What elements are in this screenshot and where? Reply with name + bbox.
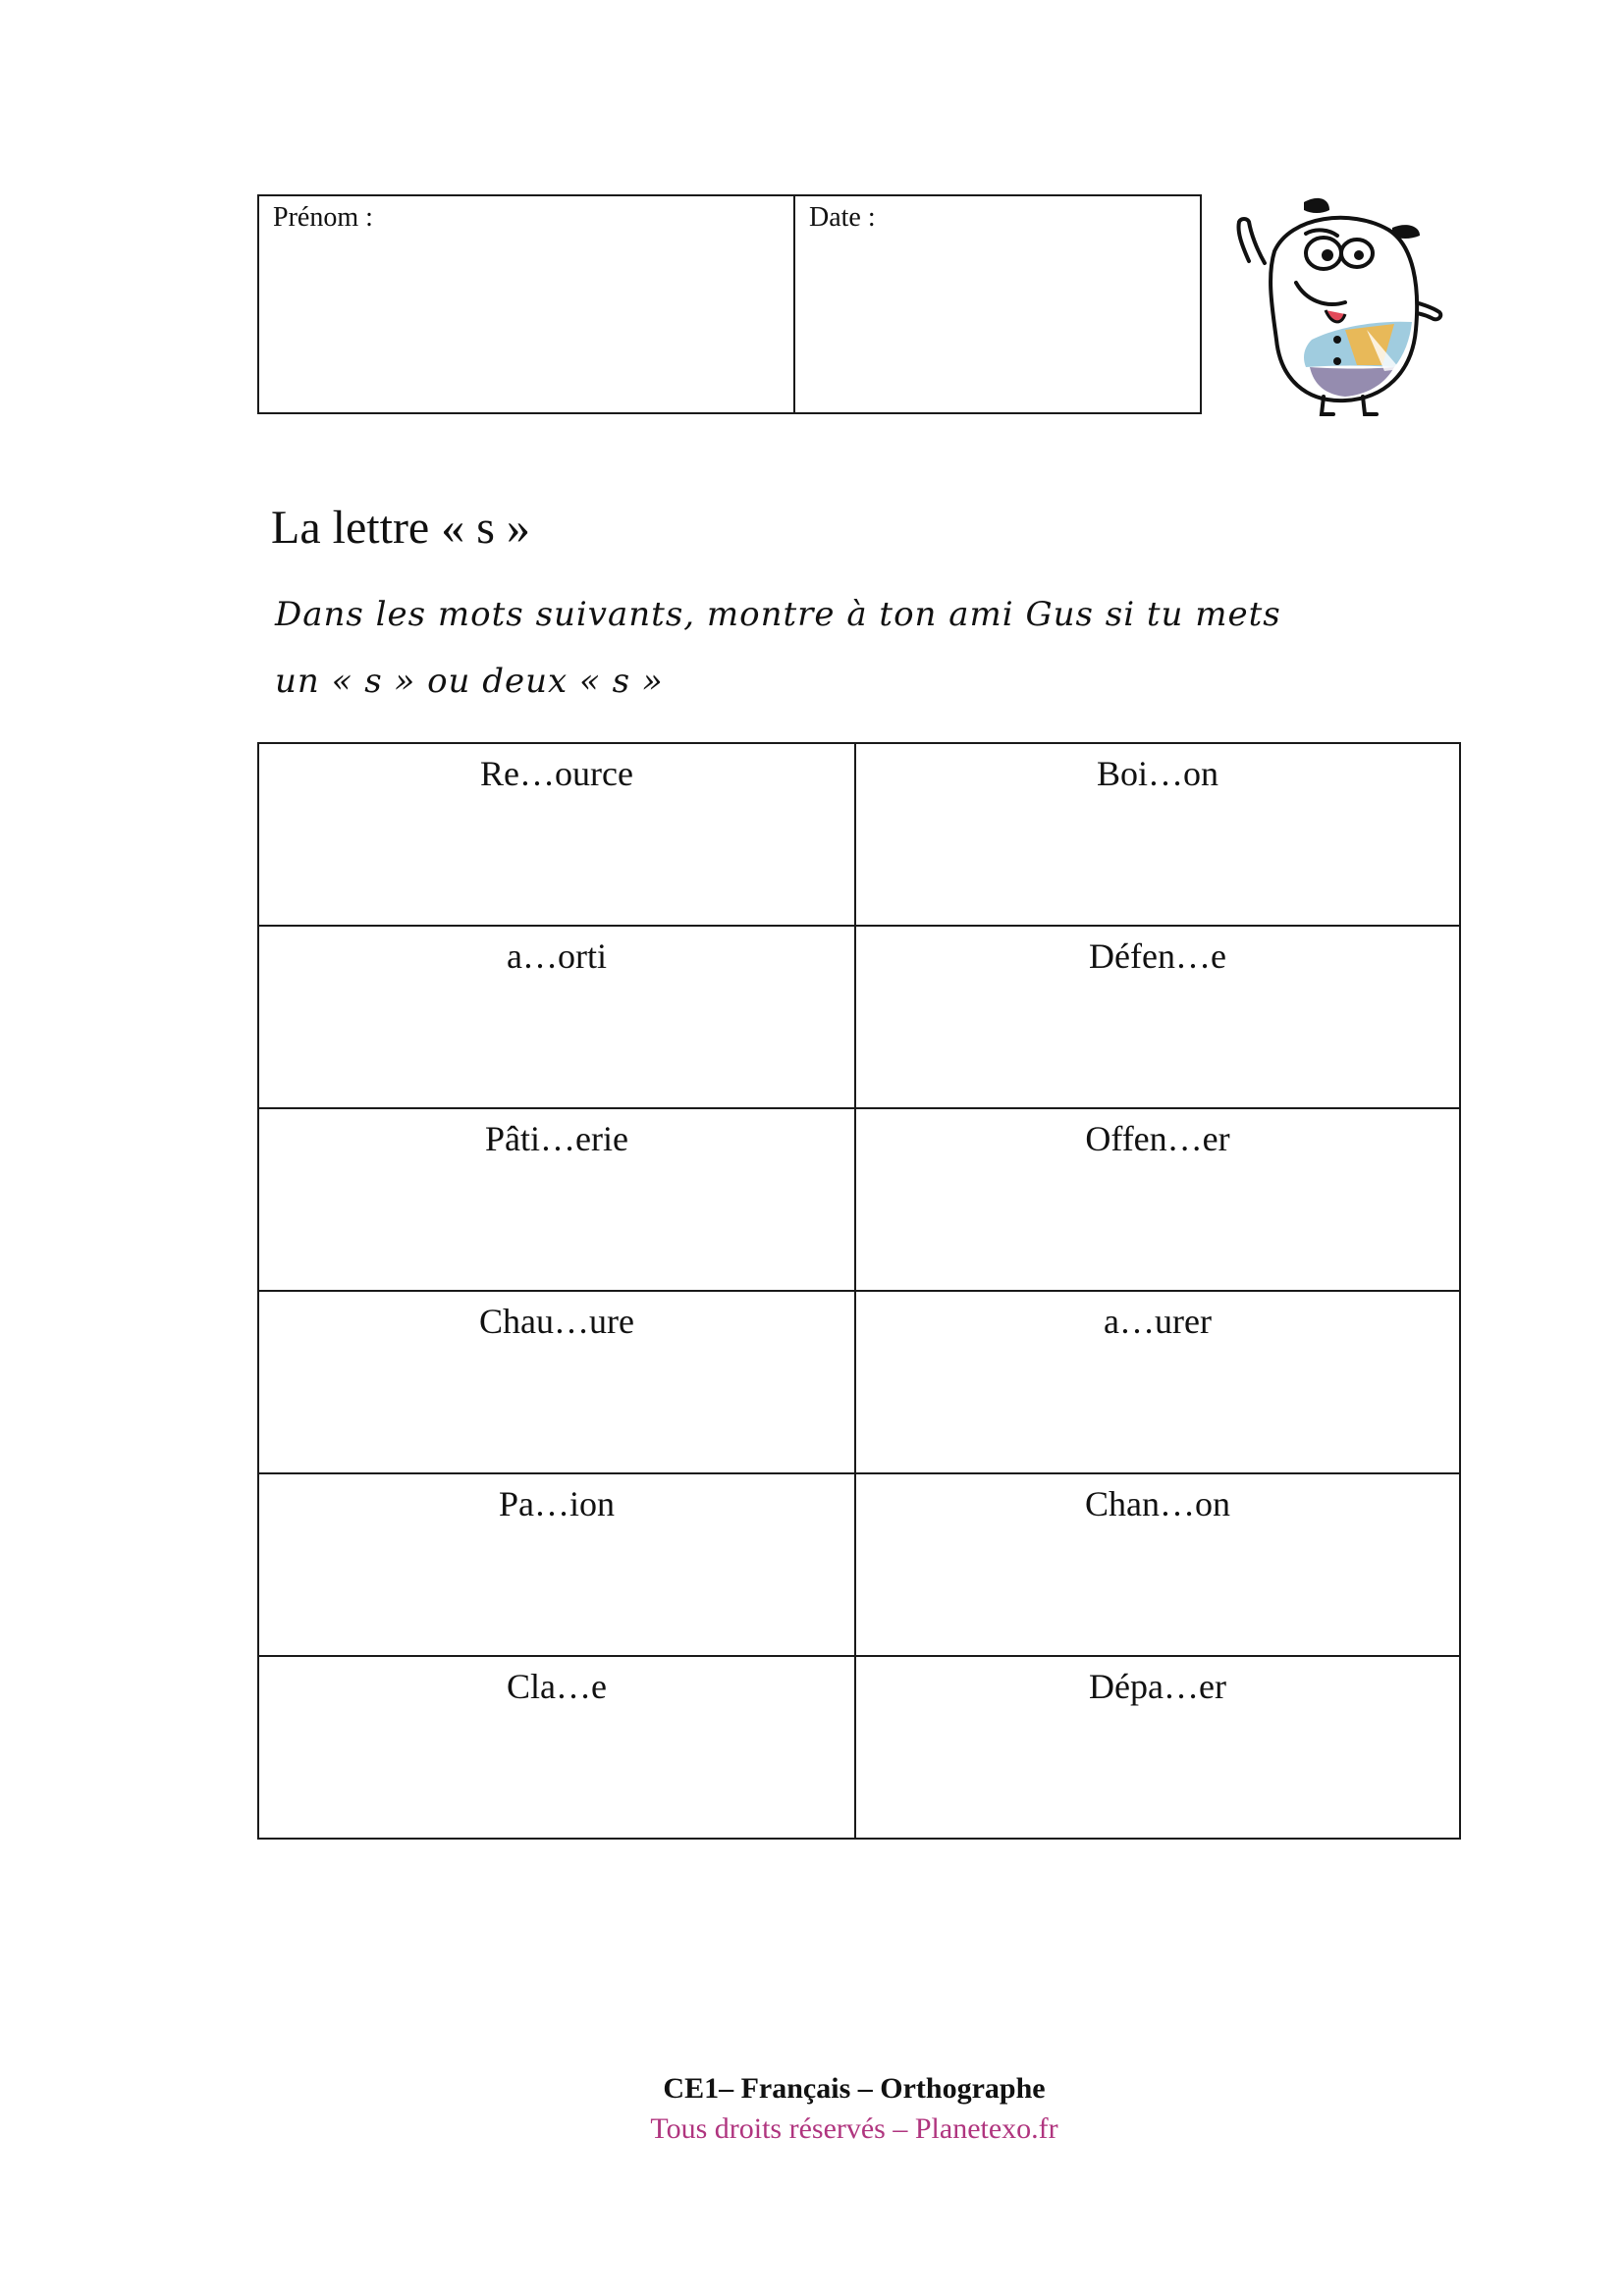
word-cell[interactable]: Chan…on <box>855 1473 1460 1656</box>
sheep-mascot-icon <box>1227 192 1453 420</box>
student-info-box <box>257 194 1202 414</box>
footer-subject: CE1– Français – Orthographe <box>663 2072 1046 2105</box>
word-cell[interactable]: Pa…ion <box>258 1473 855 1656</box>
table-row <box>258 1473 1460 1656</box>
table-row <box>258 1291 1460 1473</box>
date-label: Date : <box>809 202 876 233</box>
word-cell[interactable]: Chau…ure <box>258 1291 855 1473</box>
page-title: La lettre « s » <box>271 502 530 554</box>
page-footer <box>0 2069 1624 2150</box>
word-cell[interactable]: a…orti <box>258 926 855 1108</box>
instruction-text <box>275 581 1453 715</box>
word-cell[interactable]: Dépa…er <box>855 1656 1460 1839</box>
word-cell[interactable]: Pâti…erie <box>258 1108 855 1291</box>
word-cell[interactable]: a…urer <box>855 1291 1460 1473</box>
date-field[interactable] <box>795 196 1200 412</box>
words-table <box>257 742 1461 1840</box>
word-cell[interactable]: Boi…on <box>855 743 1460 926</box>
word-cell[interactable]: Cla…e <box>258 1656 855 1839</box>
footer-copyright: Tous droits réservés – Planetexo.fr <box>650 2112 1058 2145</box>
table-row <box>258 1656 1460 1839</box>
instruction-line-1: Dans les mots suivants, montre à ton ami Gus si tu mets <box>275 595 1281 634</box>
table-row <box>258 743 1460 926</box>
name-label: Prénom : <box>273 202 373 233</box>
table-row <box>258 1108 1460 1291</box>
name-field[interactable] <box>259 196 795 412</box>
sheep-mascot-drawing <box>1227 192 1453 420</box>
word-cell[interactable]: Re…ource <box>258 743 855 926</box>
word-cell[interactable]: Défen…e <box>855 926 1460 1108</box>
instruction-line-2: un « s » ou deux « s » <box>275 662 664 701</box>
word-cell[interactable]: Offen…er <box>855 1108 1460 1291</box>
table-row <box>258 926 1460 1108</box>
